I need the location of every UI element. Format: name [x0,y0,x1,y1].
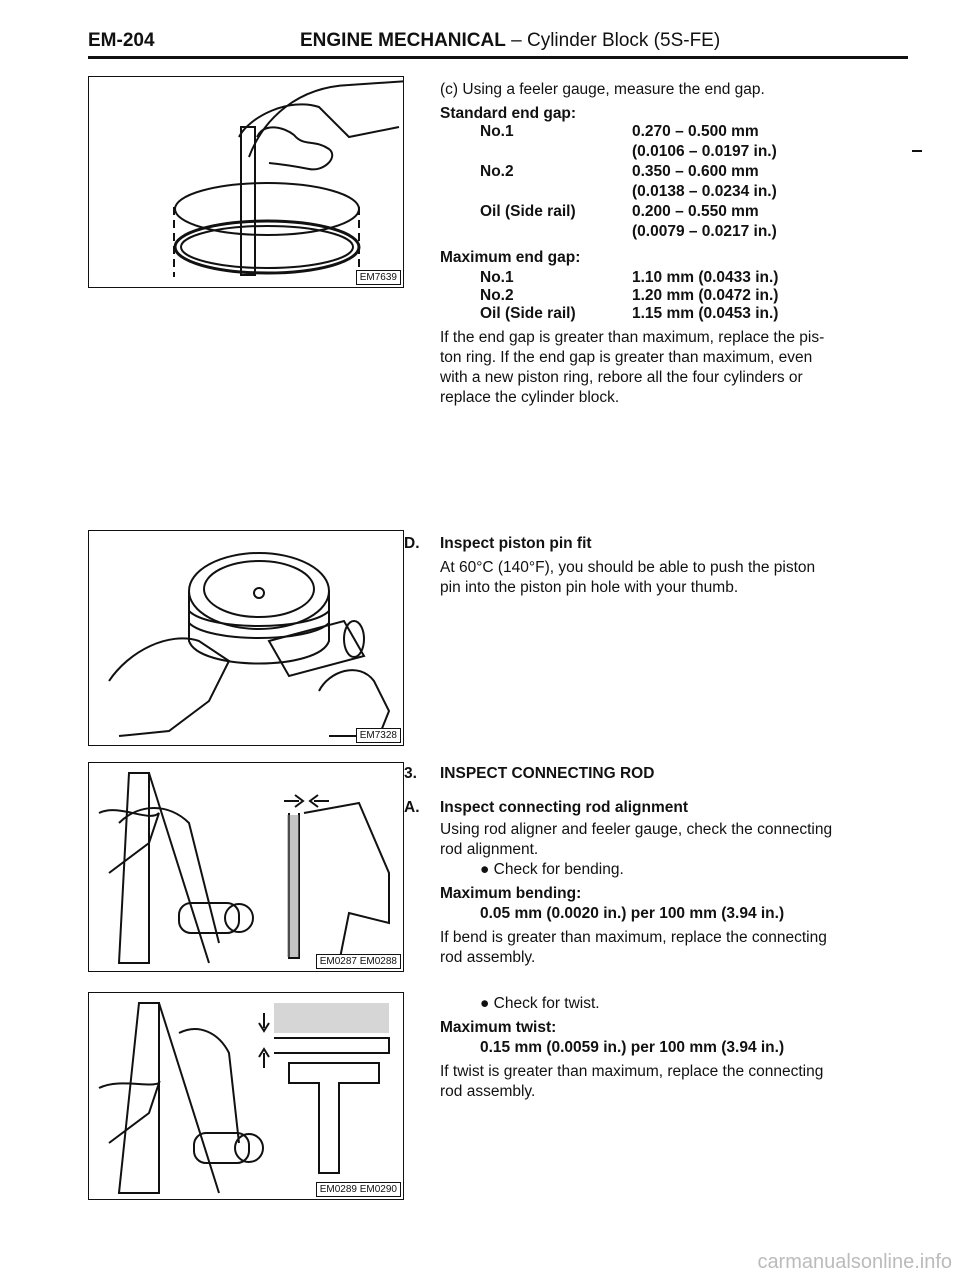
step-d-letter: D. [404,535,420,552]
page-title [300,30,720,52]
bullet-text: Check for bending. [493,861,624,878]
end-gap-illustration [89,77,403,287]
bullet-bending: ● Check for bending. [480,861,624,878]
title-dash: – [505,30,527,51]
bending-title: Maximum bending: [440,885,582,902]
page-code: EM-204 [88,30,155,51]
max-row-3-v: 1.15 mm (0.0453 in.) [632,305,779,322]
para-line: rod assembly. [440,949,536,966]
rod-twist-illustration [89,993,403,1199]
max-row-1-label: No.1 [480,269,514,286]
rod-bending-illustration [89,763,403,971]
para-line: ton ring. If the end gap is greater than maximum, even [440,349,813,366]
std-row-3-v2: (0.0079 – 0.0217 in.) [632,223,777,240]
bullet-twist: ● Check for twist. [480,995,600,1012]
step-a-letter: A. [404,799,420,816]
std-row-2-v2: (0.0138 – 0.0234 in.) [632,183,777,200]
end-gap-paragraph [440,328,920,408]
step-a-paragraph [440,820,920,860]
para-line: rod alignment. [440,841,539,858]
para-line: If the end gap is greater than maximum, replace the pis- [440,329,825,346]
twist-title: Maximum twist: [440,1019,557,1036]
step-3-title: INSPECT CONNECTING ROD [440,765,655,782]
max-row-1-v: 1.10 mm (0.0433 in.) [632,269,779,286]
para-line: If bend is greater than maximum, replace the connecting [440,929,827,946]
step-a-title: Inspect connecting rod alignment [440,799,689,816]
piston-pin-illustration [89,531,403,745]
para-line: pin into the piston pin hole with your thumb. [440,579,739,596]
max-row-2-v: 1.20 mm (0.0472 in.) [632,287,779,304]
std-row-1-label: No.1 [480,123,514,140]
para-line: Using rod aligner and feeler gauge, check the connecting [440,821,833,838]
para-line: At 60°C (140°F), you should be able to push the piston [440,559,816,576]
figure-piston-pin [88,530,404,746]
margin-mark [912,150,922,152]
twist-paragraph [440,1062,920,1102]
max-row-2-label: No.2 [480,287,514,304]
para-line: replace the cylinder block. [440,389,620,406]
para-line: with a new piston ring, rebore all the four cylinders or [440,369,803,386]
figure-code: EM0287 EM0288 [316,954,401,969]
step-d-paragraph [440,558,920,598]
std-row-3-v1: 0.200 – 0.550 mm [632,203,759,220]
section-title: ENGINE MECHANICAL [300,30,506,51]
std-row-1-v1: 0.270 – 0.500 mm [632,123,759,140]
std-end-gap-title: Standard end gap: [440,105,577,122]
bullet-text: Check for twist. [493,995,600,1012]
figure-rod-bending [88,762,404,972]
figure-code: EM0289 EM0290 [316,1182,401,1197]
std-row-2-v1: 0.350 – 0.600 mm [632,163,759,180]
max-end-gap-title: Maximum end gap: [440,249,581,266]
step-3-number: 3. [404,765,417,782]
figure-end-gap [88,76,404,288]
step-c [440,80,910,100]
std-row-2-label: No.2 [480,163,514,180]
bending-value: 0.05 mm (0.0020 in.) per 100 mm (3.94 in.) [480,905,785,922]
std-row-1-v2: (0.0106 – 0.0197 in.) [632,143,777,160]
watermark: carmanualsonline.info [757,1251,952,1273]
subsection-title: Cylinder Block (5S-FE) [526,30,721,51]
step-c-text: (c) Using a feeler gauge, measure the end gap. [440,81,765,98]
figure-code: EM7328 [356,728,401,743]
max-row-3-label: Oil (Side rail) [480,305,576,322]
figure-code: EM7639 [356,270,401,285]
twist-value: 0.15 mm (0.0059 in.) per 100 mm (3.94 in.) [480,1039,785,1056]
step-d-title: Inspect piston pin fit [440,535,592,552]
header-rule [88,56,908,59]
para-line: If twist is greater than maximum, replace the connecting [440,1063,824,1080]
std-row-3-label: Oil (Side rail) [480,203,576,220]
bending-paragraph [440,928,920,968]
figure-rod-twist [88,992,404,1200]
para-line: rod assembly. [440,1083,536,1100]
